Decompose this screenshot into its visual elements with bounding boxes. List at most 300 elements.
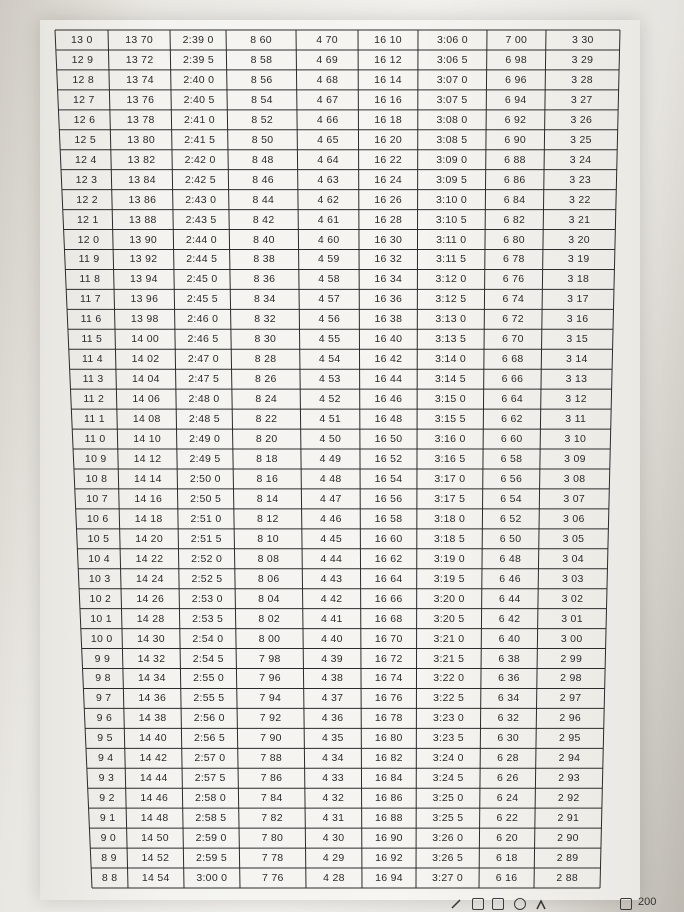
table-cell: 16 64 [374, 572, 403, 585]
table-cell: 4 41 [320, 612, 343, 625]
table-cell: 14 24 [135, 572, 164, 585]
table-cell: 16 20 [374, 133, 403, 146]
table-cell: 3:20 5 [433, 612, 465, 625]
table-cell: 7 98 [258, 652, 281, 665]
table-cell: 11 2 [83, 393, 105, 406]
table-cell: 3:24 0 [432, 752, 464, 765]
table-cell: 8 14 [256, 492, 279, 505]
globe-icon[interactable] [514, 898, 526, 910]
table-cell: 2:57 0 [194, 752, 226, 765]
table-cell: 4 45 [320, 532, 342, 545]
table-cell: 16 66 [374, 592, 403, 605]
table-cell: 4 46 [320, 512, 342, 525]
table-cell: 13 86 [128, 193, 157, 206]
table-cell: 11 0 [84, 433, 106, 446]
table-cell: 4 35 [321, 732, 344, 745]
table-cell: 3:17 0 [434, 472, 466, 485]
table-cell: 6 18 [496, 852, 518, 865]
table-cell: 6 72 [502, 313, 524, 326]
table-cell: 6 74 [502, 293, 525, 306]
table-cell: 8 22 [255, 413, 278, 426]
table-cell: 2 88 [556, 872, 578, 885]
table-cell: 8 10 [257, 532, 279, 545]
table-cell: 2:49 5 [189, 453, 221, 465]
table-cell: 16 38 [374, 313, 403, 326]
table-cell: 8 48 [251, 153, 274, 166]
table-cell: 16 84 [374, 772, 403, 785]
table-cell: 6 88 [504, 153, 526, 166]
table-cell: 3:19 0 [433, 552, 465, 565]
table-cell: 9 2 [99, 792, 115, 805]
table-cell: 9 5 [97, 732, 113, 745]
table-cell: 6 68 [501, 353, 524, 366]
table-cell: 8 06 [257, 572, 280, 585]
table-cell: 6 64 [501, 393, 524, 406]
table-cell: 6 60 [500, 433, 523, 446]
table-cell: 12 3 [75, 173, 98, 186]
table-cell: 2:48 5 [188, 413, 220, 426]
table-cell: 2:54 5 [192, 652, 224, 665]
table-cell: 7 00 [505, 33, 528, 46]
table-cell: 2:42 0 [184, 153, 216, 166]
table-cell: 7 90 [260, 732, 282, 745]
table-cell: 14 22 [135, 552, 164, 565]
table-cell: 3 08 [563, 472, 586, 485]
table-cell: 2:47 0 [187, 353, 219, 366]
table-cell: 8 02 [258, 612, 281, 625]
table-cell: 9 6 [96, 712, 113, 725]
table-cell: 16 82 [374, 752, 403, 765]
table-cell: 16 36 [374, 293, 403, 306]
table-cell: 14 32 [137, 652, 166, 665]
table-cell: 4 30 [322, 832, 345, 845]
table-cell: 3 19 [567, 253, 590, 266]
table-cell: 2:49 0 [189, 433, 221, 446]
table-cell: 13 70 [125, 33, 154, 46]
column-line [416, 30, 418, 888]
table-cell: 6 56 [500, 472, 523, 485]
table-cell: 2 98 [560, 672, 582, 685]
table-cell: 3:16 0 [434, 433, 466, 446]
table-cell: 14 48 [140, 812, 169, 825]
table-cell: 14 04 [132, 373, 160, 386]
table-cell: 3 01 [561, 612, 583, 625]
table-cell: 8 32 [254, 313, 276, 326]
table-cell: 2:40 0 [183, 73, 215, 86]
table-cell: 8 40 [253, 233, 275, 246]
zoom-level: 200 [638, 896, 657, 908]
table-cell: 3 00 [560, 632, 583, 645]
table-cell: 3 18 [567, 273, 590, 286]
table-cell: 3 17 [567, 293, 589, 306]
table-cell: 4 37 [321, 692, 344, 705]
table-cell: 10 7 [86, 492, 108, 505]
table-cell: 9 9 [94, 652, 111, 665]
table-cell: 3:10 5 [435, 213, 467, 226]
table-cell: 3:07 5 [436, 93, 468, 106]
table-cell: 3:25 0 [432, 792, 464, 805]
table-cell: 16 18 [374, 113, 402, 126]
table-cell: 16 16 [374, 93, 402, 106]
table-cell: 6 82 [503, 213, 526, 226]
table-cell: 4 67 [316, 93, 339, 106]
table-cell: 2:52 0 [191, 552, 223, 565]
table-cell: 14 36 [138, 692, 167, 705]
column-line [358, 30, 362, 888]
table-cell: 8 34 [253, 293, 276, 306]
table-cell: 3 25 [570, 133, 592, 146]
table-cell: 3 11 [565, 413, 587, 426]
table-cell: 16 56 [374, 492, 403, 505]
table-cell: 3:16 5 [434, 453, 466, 465]
table-cell: 3:26 5 [432, 852, 464, 865]
table-cell: 14 52 [141, 852, 170, 865]
table-cell: 8 26 [255, 373, 277, 386]
table-cell: 2:47 5 [188, 373, 220, 386]
table-cell: 4 42 [320, 592, 343, 605]
table-cell: 12 1 [76, 213, 99, 226]
table-cell: 2:58 5 [195, 812, 227, 825]
list-icon[interactable] [472, 898, 484, 910]
table-cell: 6 24 [496, 792, 519, 805]
table-cell: 2:56 5 [194, 732, 226, 745]
table-cell: 16 48 [374, 413, 403, 426]
table-cell: 4 48 [319, 472, 342, 485]
table-cell: 3 21 [568, 213, 591, 226]
table-cell: 3:14 5 [434, 373, 466, 386]
table-cell: 2 90 [557, 832, 579, 845]
column-line [226, 30, 240, 888]
table-cell: 3 09 [564, 453, 586, 465]
table-cell: 3:18 0 [434, 512, 466, 525]
table-cell: 12 5 [74, 133, 96, 146]
table-cell: 16 52 [374, 453, 403, 465]
table-cell: 3:09 5 [436, 173, 468, 186]
table-cell: 3:25 5 [432, 812, 464, 825]
table-cell: 7 80 [261, 832, 284, 845]
table-cell: 3 20 [568, 233, 590, 246]
table-cell: 9 3 [98, 772, 115, 785]
table-cell: 9 4 [97, 752, 114, 765]
table-cell: 14 44 [139, 772, 168, 785]
layout-icon[interactable] [492, 898, 504, 910]
table-cell: 16 62 [374, 552, 403, 565]
table-cell: 14 34 [137, 672, 166, 685]
table-cell: 16 58 [374, 512, 403, 525]
table-cell: 3:11 5 [436, 253, 467, 266]
table-cell: 3 28 [571, 73, 593, 86]
table-cell: 14 50 [141, 832, 169, 845]
table-cell: 2:55 5 [193, 692, 225, 705]
pencil-icon[interactable] [450, 898, 462, 910]
table-cell: 3 22 [569, 193, 591, 206]
table-cell: 3:09 0 [436, 153, 468, 166]
table-cell: 3 14 [566, 353, 588, 366]
table-cell: 3:27 0 [432, 872, 464, 885]
table-cell: 3:21 5 [433, 652, 465, 665]
table-cell: 3:22 0 [433, 672, 465, 685]
table-cell: 3:10 0 [436, 193, 467, 206]
table-cell: 12 4 [74, 153, 97, 166]
table-cell: 16 72 [374, 652, 403, 665]
table-cell: 3 30 [571, 33, 594, 46]
table-cell: 13 84 [128, 173, 156, 186]
table-cell: 14 30 [137, 632, 165, 645]
table-cell: 9 8 [95, 672, 111, 685]
table-cell: 16 86 [375, 792, 403, 805]
table-cell: 14 16 [134, 492, 163, 505]
table-cell: 2:59 0 [195, 832, 227, 845]
table-cell: 13 72 [125, 53, 154, 66]
table-cell: 6 30 [497, 732, 520, 745]
table-cell: 3 03 [561, 572, 584, 585]
table-cell: 2:50 0 [189, 472, 221, 485]
table-cell: 10 9 [84, 453, 107, 465]
table-cell: 10 2 [89, 592, 112, 605]
table-cell: 6 78 [502, 253, 525, 266]
table-cell: 3:20 0 [433, 592, 465, 605]
table-cell: 4 61 [317, 213, 340, 226]
table-cell: 6 76 [502, 273, 525, 286]
table-cell: 11 9 [78, 253, 100, 266]
table-cell: 3:18 5 [434, 532, 466, 545]
table-cell: 6 34 [497, 692, 520, 705]
column-line [479, 30, 487, 888]
taskbar [380, 896, 684, 912]
table-cell: 10 3 [88, 572, 111, 585]
table-cell: 14 06 [132, 393, 161, 406]
table-cell: 16 30 [374, 233, 403, 246]
table-cell: 7 88 [260, 752, 282, 765]
table-cell: 14 02 [131, 353, 160, 366]
table-cell: 16 40 [374, 333, 403, 346]
table-cell: 3 04 [562, 552, 584, 565]
table-cell: 2:45 5 [186, 293, 218, 306]
table-cell: 8 20 [255, 433, 278, 446]
table-cell: 8 8 [101, 872, 118, 885]
table-cell: 10 4 [88, 552, 110, 565]
table-cell: 8 44 [252, 193, 275, 206]
table-cell: 3:19 5 [433, 572, 465, 585]
table-cell: 2 97 [559, 692, 582, 705]
table-cell: 16 12 [374, 53, 402, 66]
table-cell: 4 44 [320, 552, 343, 565]
table-cell: 2 94 [558, 752, 581, 765]
table-cell: 12 9 [71, 53, 94, 66]
table-cell: 16 60 [374, 532, 403, 545]
table-cell: 9 7 [95, 692, 112, 705]
table-cell: 3:15 0 [434, 393, 466, 406]
table-cell: 3 16 [566, 313, 589, 326]
table-cell: 16 88 [375, 812, 403, 825]
table-cell: 2:40 5 [183, 93, 215, 106]
table-cell: 4 36 [321, 712, 344, 725]
table-cell: 4 56 [318, 313, 341, 326]
table-cell: 8 9 [101, 852, 117, 865]
table-cell: 3 12 [565, 393, 587, 406]
table-cell: 7 86 [260, 772, 283, 785]
table-cell: 7 94 [259, 692, 282, 705]
column-line [600, 30, 620, 888]
table-cell: 3:13 0 [435, 313, 467, 326]
table-cell: 2:58 0 [195, 792, 227, 805]
table-cell: 3:17 5 [434, 492, 466, 505]
table-cell: 14 26 [136, 592, 165, 605]
table-cell: 7 96 [259, 672, 281, 685]
table-cell: 6 38 [498, 652, 520, 665]
table-cell: 16 76 [374, 692, 403, 705]
table-cell: 4 62 [317, 193, 340, 206]
table-cell: 3 02 [561, 592, 584, 605]
table-cell: 11 5 [81, 333, 103, 346]
column-line [296, 30, 306, 888]
table-cell: 8 42 [252, 213, 275, 226]
table-cell: 3:08 0 [436, 113, 468, 126]
table-cell: 2:53 5 [192, 612, 224, 625]
window-icon[interactable] [620, 898, 632, 910]
table-cell: 2:53 0 [191, 592, 223, 605]
table-cell: 2:42 5 [184, 173, 216, 186]
table-cell: 14 14 [134, 472, 162, 485]
table-cell: 4 68 [316, 73, 339, 86]
table-cell: 12 6 [73, 113, 96, 126]
table-cell: 13 74 [126, 73, 154, 86]
table-cell: 13 82 [127, 153, 156, 166]
table-cell: 16 54 [374, 472, 403, 485]
table-cell: 4 60 [317, 233, 340, 246]
table-cell: 4 70 [316, 33, 338, 46]
table-cell: 4 64 [317, 153, 339, 166]
table-cell: 6 36 [498, 672, 520, 685]
table-cell: 16 14 [374, 73, 402, 86]
table-cell: 16 28 [374, 213, 403, 226]
table-cell: 6 90 [504, 133, 527, 146]
table-cell: 4 40 [321, 632, 343, 645]
table-cell: 3:06 5 [436, 53, 468, 66]
table-cell: 2:56 0 [193, 712, 225, 725]
table-cell: 14 54 [141, 872, 170, 885]
table-cell: 2 95 [558, 732, 581, 745]
table-cell: 8 30 [254, 333, 277, 346]
table-cell: 2 92 [557, 792, 580, 805]
table-cell: 16 68 [374, 612, 403, 625]
table-cell: 6 54 [500, 492, 522, 505]
table-cell: 6 92 [504, 113, 527, 126]
edit-icon[interactable] [536, 898, 548, 910]
column-line [534, 30, 546, 888]
table-cell: 4 47 [319, 492, 342, 505]
table-cell: 8 56 [250, 73, 273, 86]
table-cell: 6 48 [499, 552, 522, 565]
table-cell: 4 69 [316, 53, 339, 66]
table-cell: 4 55 [318, 333, 341, 346]
table-cell: 3:00 0 [196, 872, 228, 885]
table-cell: 14 10 [133, 433, 161, 446]
table-cell: 16 26 [374, 193, 403, 206]
table-cell: 2 89 [556, 852, 579, 865]
table-cell: 11 8 [79, 273, 101, 286]
table-cell: 13 90 [129, 233, 158, 246]
table-cell: 9 0 [100, 832, 117, 845]
table-cell: 2:59 5 [196, 852, 227, 865]
table-cell: 4 49 [319, 453, 342, 465]
table-cell: 12 0 [77, 233, 100, 246]
table-cell: 6 32 [497, 712, 520, 725]
table-cell: 11 4 [81, 353, 103, 366]
table-cell: 6 40 [498, 632, 521, 645]
table-cell: 4 28 [323, 872, 345, 885]
table-cell: 2:41 0 [183, 113, 215, 126]
table-cell: 16 10 [374, 33, 402, 46]
table-cell: 14 28 [136, 612, 165, 625]
table-cell: 7 76 [262, 872, 284, 885]
table-cell: 14 00 [131, 333, 160, 346]
table-cell: 6 28 [497, 752, 519, 765]
table-cell: 16 50 [374, 433, 403, 446]
table-cell: 16 46 [374, 393, 403, 406]
table-cell: 2:51 5 [190, 532, 222, 545]
table-cell: 4 38 [321, 672, 344, 685]
table-cell: 4 54 [318, 353, 341, 366]
table-cell: 8 08 [257, 552, 280, 565]
table-cell: 3:06 0 [436, 33, 468, 46]
table-cell: 16 24 [374, 173, 403, 186]
table-cell: 2:52 5 [191, 572, 223, 585]
table-cell: 11 6 [80, 313, 102, 326]
table-cell: 3 05 [562, 532, 585, 545]
table-cell: 8 04 [258, 592, 280, 605]
table-cell: 14 12 [133, 453, 162, 465]
table-cell: 8 58 [250, 53, 273, 66]
table-cell: 2:48 0 [188, 393, 220, 406]
table-cell: 4 31 [322, 812, 345, 825]
table-cell: 6 86 [503, 173, 526, 186]
table-cell: 2:45 0 [186, 273, 218, 286]
table-cell: 14 42 [139, 752, 168, 765]
table-cell: 3:08 5 [436, 133, 468, 146]
table-cell: 2:55 0 [193, 672, 225, 685]
table-cell: 2:39 0 [182, 33, 214, 46]
table-cell: 8 36 [253, 273, 276, 286]
table-cell: 3:26 0 [432, 832, 464, 845]
table-cell: 3:11 0 [436, 233, 467, 246]
table-cell: 3 26 [570, 113, 593, 126]
table-cell: 13 94 [130, 273, 158, 286]
table-cell: 8 28 [254, 353, 277, 366]
table-cell: 16 44 [374, 373, 403, 386]
table-cell: 16 94 [375, 872, 403, 885]
table-cell: 11 3 [82, 373, 104, 386]
table-cell: 2:43 0 [185, 193, 217, 206]
table-cell: 16 32 [374, 253, 403, 266]
table-cell: 4 34 [322, 752, 344, 765]
table-cell: 8 24 [255, 393, 277, 406]
table-cell: 6 50 [499, 532, 522, 545]
table-cell: 14 20 [135, 532, 163, 545]
table-cell: 4 29 [322, 852, 345, 865]
table-cell: 2:43 5 [185, 213, 217, 226]
table-cell: 4 53 [319, 373, 341, 386]
table-cell: 6 66 [501, 373, 524, 386]
table-cell: 4 65 [317, 133, 339, 146]
table-cell: 3 24 [569, 153, 592, 166]
table-cell: 8 00 [258, 632, 281, 645]
table-cell: 6 22 [496, 812, 519, 825]
table-cell: 2:46 0 [187, 313, 219, 326]
table-cell: 16 80 [374, 732, 403, 745]
table-cell: 8 38 [253, 253, 276, 266]
table-cell: 6 94 [504, 93, 527, 106]
